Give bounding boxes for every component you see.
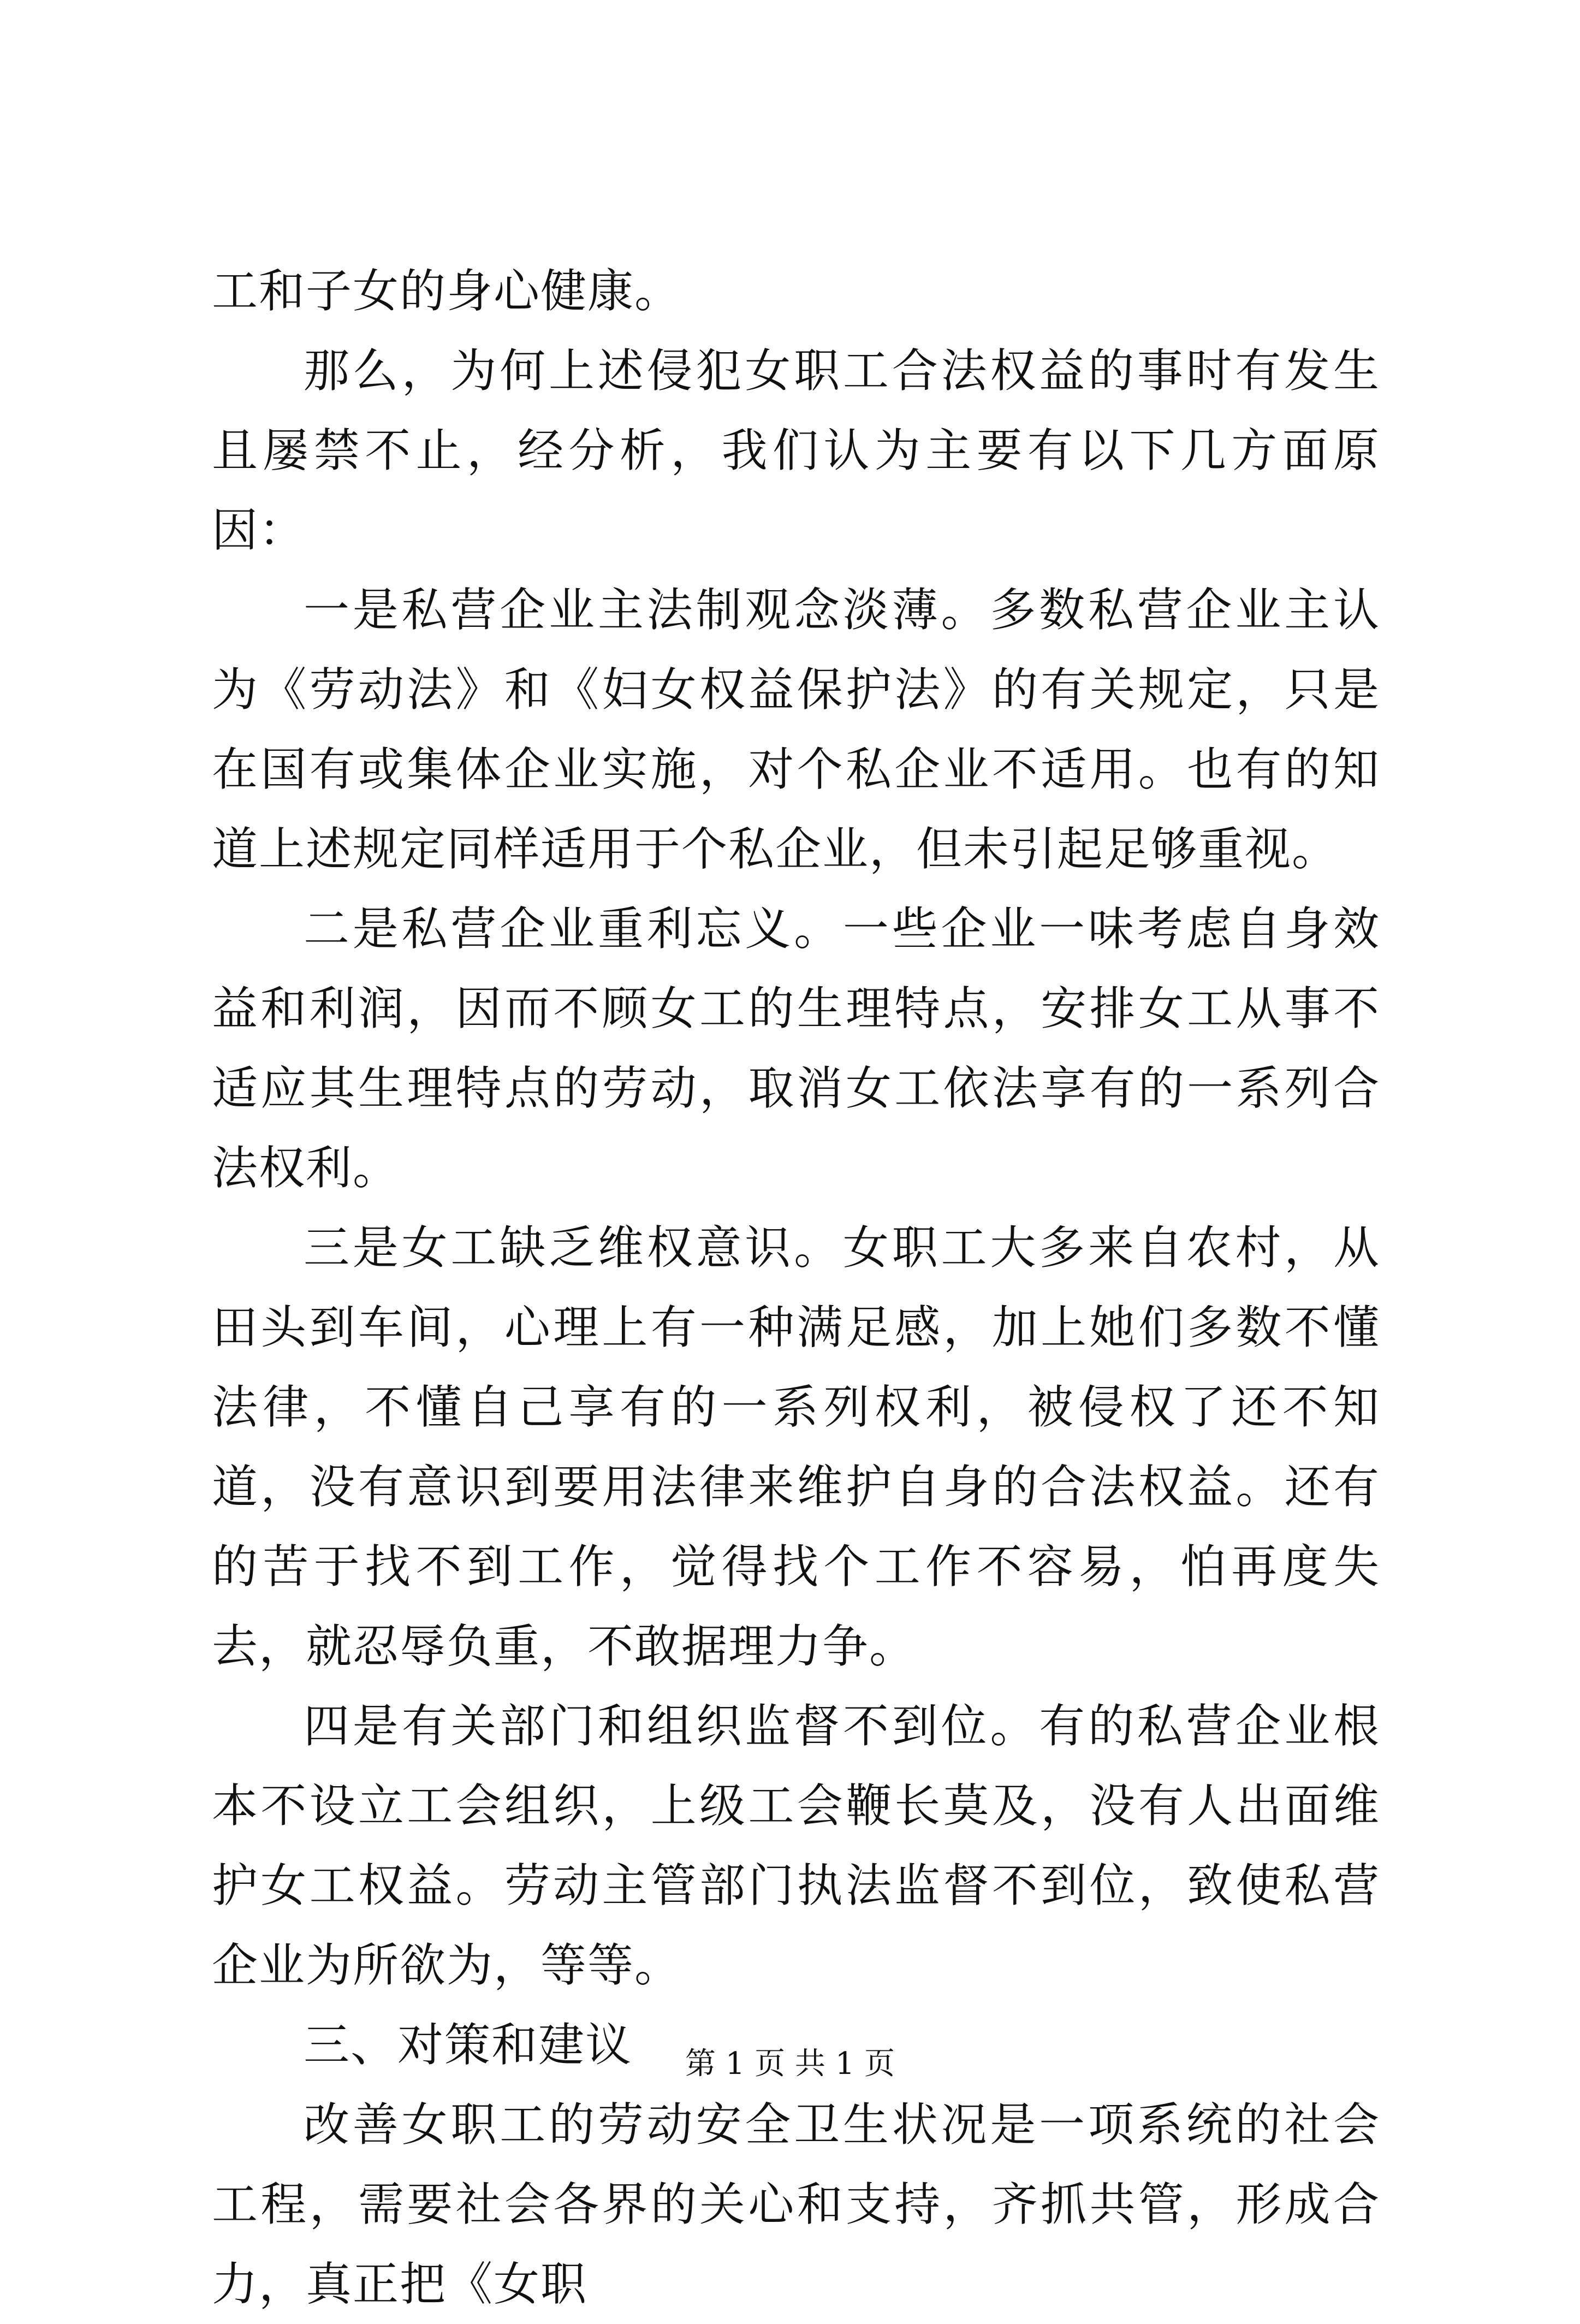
page-footer: 第 1 页 共 1 页 [685,2046,895,2082]
paragraph-6: 四是有关部门和组织监督不到位。有的私营企业根本不设立工会组织，上级工会鞭长莫及，没有人出面维护女工权益。劳动主管部门执法监督不到位，致使私营企业为所欲为，等等。 [212,1699,1380,1992]
section-heading: 三、对策和建议 [304,2018,633,2072]
paragraph-3: 一是私营企业主法制观念淡薄。多数私营企业主认为《劳动法》和《妇女权益保护法》的有关规定，只是在国有或集体企业实施，对个私企业不适用。也有的知道上述规定同样适用于个私企业，但未引起足够重视。 [212,583,1380,876]
paragraph-4: 二是私营企业重利忘义。一些企业一味考虑自身效益和利润，因而不顾女工的生理特点，安排女工从事不适应其生理特点的劳动，取消女工依法享有的一系列合法权利。 [212,902,1380,1195]
paragraph-5: 三是女工缺乏维权意识。女职工大多来自农村，从田头到车间，心理上有一种满足感，加上她们多数不懂法律，不懂自己享有的一系列权利，被侵权了还不知道，没有意识到要用法律来维护自身的合法权益。还有的苦于找不到工作，觉得找个工作不容易，怕再度失去，就忍辱负重，不敢据理力争。 [212,1221,1380,1673]
paragraph-8: 改善女职工的劳动安全卫生状况是一项系统的社会工程，需要社会各界的关心和支持，齐抓共管，形成合力，真正把《女职 [212,2098,1380,2311]
document-body [212,251,1380,2324]
paragraph-1: 工和子女的身心健康。 [212,264,682,318]
paragraph-2: 那么，为何上述侵犯女职工合法权益的事时有发生且屡禁不止，经分析，我们认为主要有以下几方面原因： [212,344,1380,557]
